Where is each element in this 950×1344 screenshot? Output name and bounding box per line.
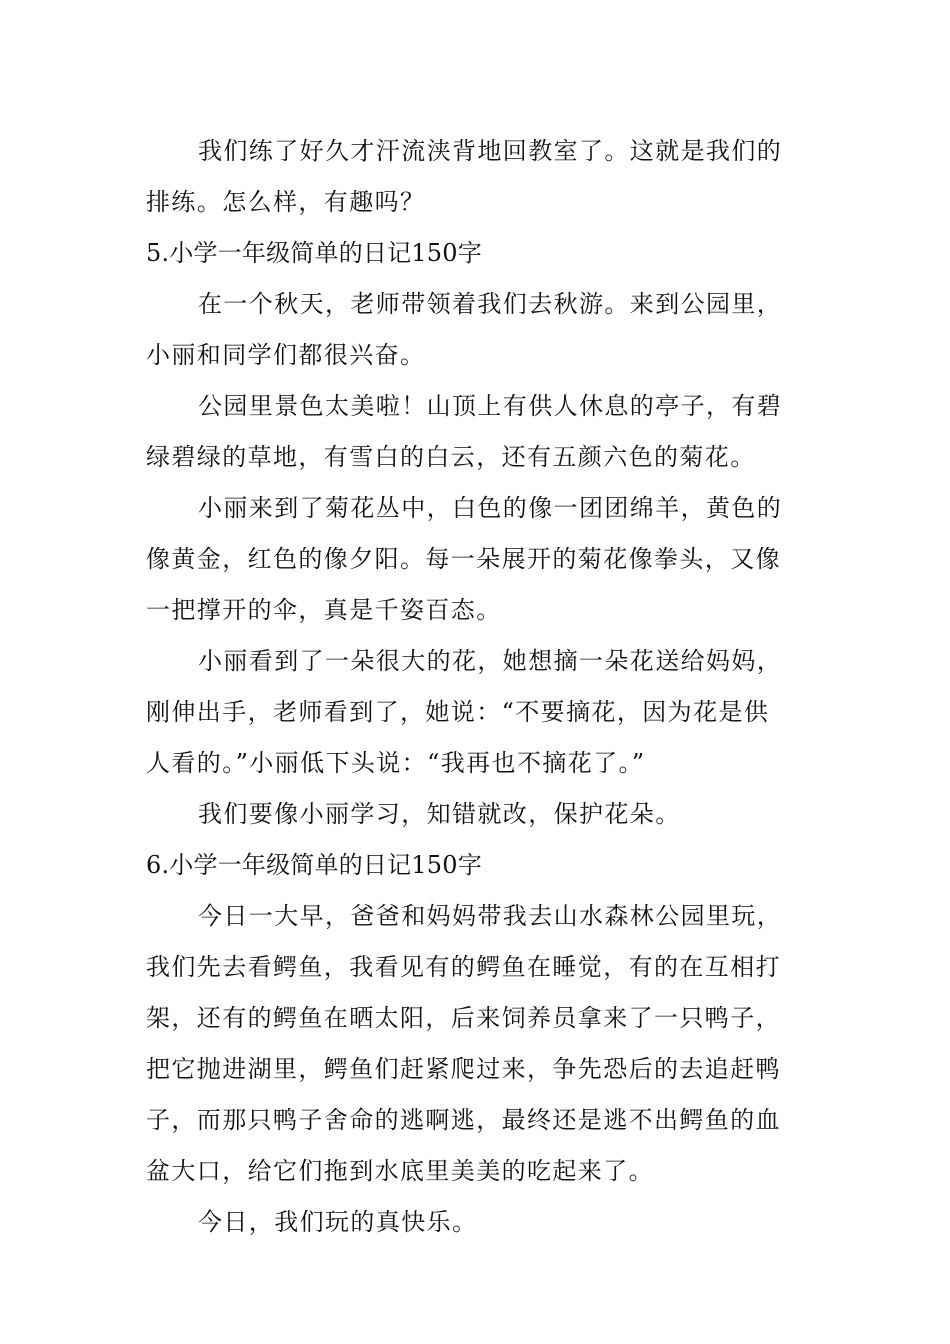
text-line: 公园里景色太美啦！山顶上有供人休息的亭子，有碧 [198, 392, 783, 420]
text-line: 刚伸出手，老师看到了，她说：“不要摘花，因为花是供 [146, 698, 770, 726]
text-line: 小丽看到了一朵很大的花，她想摘一朵花送给妈妈， [198, 647, 783, 675]
document-body [146, 126, 810, 1248]
text-line: 人看的。”小丽低下头说：“我再也不摘花了。” [146, 749, 646, 777]
text-line: 我们要像小丽学习，知错就改，保护花朵。 [198, 800, 681, 828]
text-line: 像黄金，红色的像夕阳。每一朵展开的菊花像拳头，又像 [146, 545, 781, 573]
text-line: 今日，我们玩的真快乐。 [198, 1208, 478, 1236]
text-line: 一把撑开的伞，真是千姿百态。 [146, 596, 502, 624]
text-line: 子，而那只鸭子舍命的逃啊逃，最终还是逃不出鳄鱼的血 [146, 1106, 781, 1134]
text-line: 今日一大早，爸爸和妈妈带我去山水森林公园里玩， [198, 902, 783, 930]
text-line: 盆大口，给它们拖到水底里美美的吃起来了。 [146, 1157, 654, 1185]
text-line: 小丽和同学们都很兴奋。 [146, 341, 426, 369]
section-heading-5: 5.小学一年级简单的日记150字 [146, 239, 482, 267]
text-line: 排练。怎么样，有趣吗？ [146, 188, 426, 216]
text-line: 小丽来到了菊花丛中，白色的像一团团绵羊，黄色的 [198, 494, 783, 522]
text-line: 把它抛进湖里，鳄鱼们赶紧爬过来，争先恐后的去追赶鸭 [146, 1055, 781, 1083]
text-line: 在一个秋天，老师带领着我们去秋游。来到公园里， [198, 290, 783, 318]
section-heading-6: 6.小学一年级简单的日记150字 [146, 851, 482, 879]
text-line: 绿碧绿的草地，有雪白的白云，还有五颜六色的菊花。 [146, 443, 756, 471]
text-line: 架，还有的鳄鱼在晒太阳，后来饲养员拿来了一只鸭子， [146, 1004, 781, 1032]
text-line: 我们先去看鳄鱼，我看见有的鳄鱼在睡觉，有的在互相打 [146, 953, 781, 981]
text-line: 我们练了好久才汗流浃背地回教室了。这就是我们的 [198, 137, 783, 165]
